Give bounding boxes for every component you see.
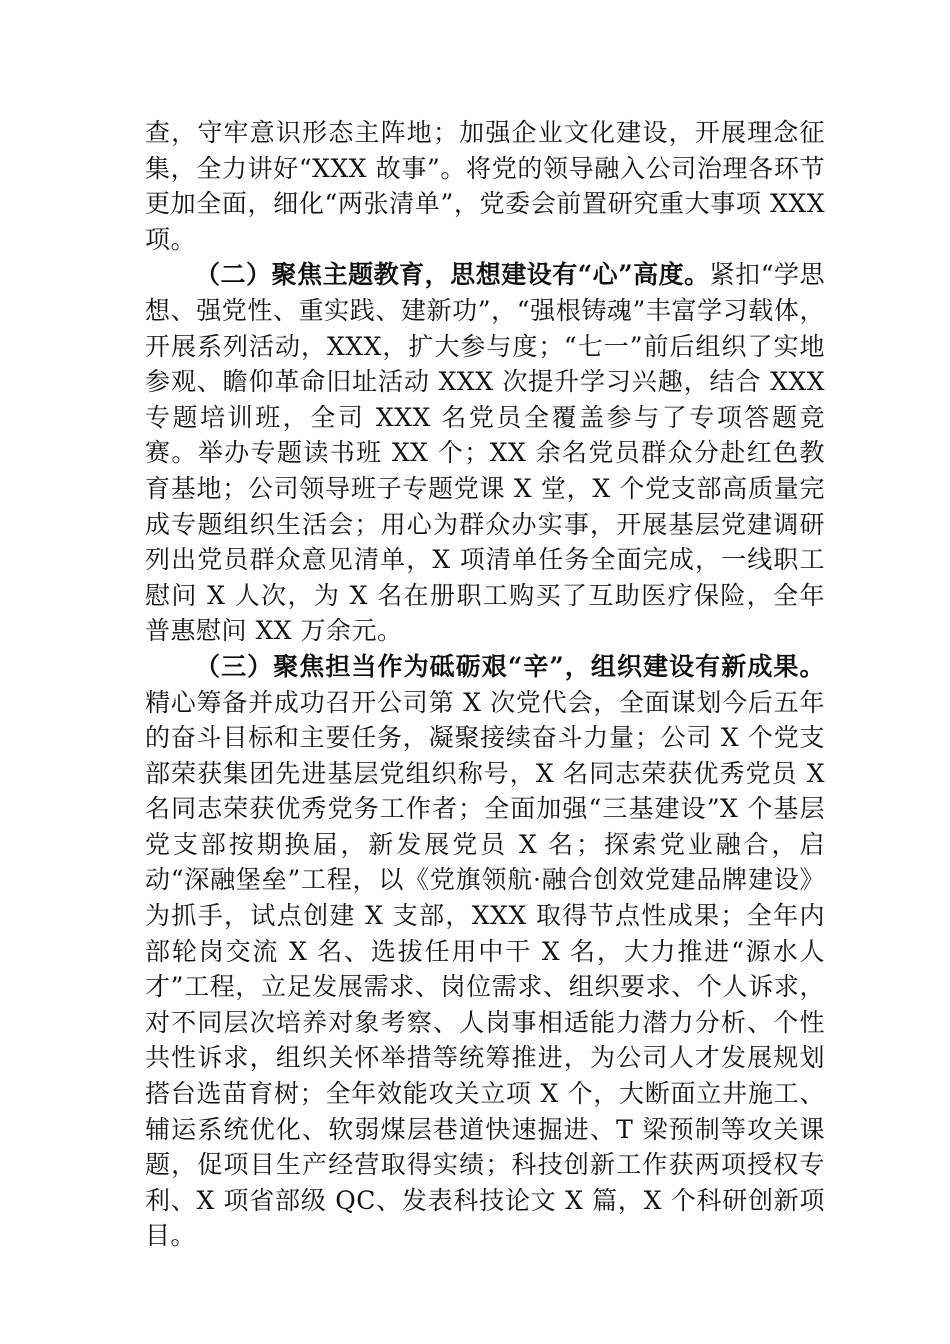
paragraph-text: 查，守牢意识形态主阵地；加强企业文化建设，开展理念征集，全力讲好“XXX 故事”。将党的领导融入公司治理各环节更加全面，细化“两张清单”，党委会前置研究重大事项 XXX 项。 <box>145 118 825 254</box>
section-heading: （二）聚焦主题教育，思想建设有“心”高度。 <box>195 260 710 290</box>
paragraph-text: 紧扣“学思想、强党性、重实践、建新功”，“强根铸魂”丰富学习载体，开展系列活动，XXX，扩大参与度；“七一”前后组织了实地参观、瞻仰革命旧址活动 XXX 次提升学习兴趣，结合 XXX 专题培训班，全司 XXX 名党员全覆盖参与了专项答题竞赛。举办专题读书班 XX 个；XX 余名党员群众分赴红色教育基地；公司领导班子专题党课 X 堂，X 个党支部高质量完成专题组织生活会；用心为群众办实事，开展基层党建调研列出党员群众意见清单，X 项清单任务全面完成，一线职工慰问 X 人次，为 X 名在册职工购买了互助医疗保险，全年普惠慰问 XX 万余元。 <box>145 260 826 646</box>
paragraph-text: 精心筹备并成功召开公司第 X 次党代会，全面谋划今后五年的奋斗目标和主要任务，凝聚接续奋斗力量；公司 X 个党支部荣获集团先进基层党组织称号，X 名同志荣获优秀党员 X 名同志荣获优秀党务工作者；全面加强“三基建设”X 个基层党支部按期换届，新发展党员 X 名；探索党业融合，启动“深融堡垒”工程，以《党旗领航·融合创效党建品牌建设》为抓手，试点创建 X 支部，XXX 取得节点性成果；全年内部轮岗交流 X 名、选拔任用中干 X 名，大力推进“源水人才”工程，立足发展需求、岗位需求、组织要求、个人诉求，对不同层次培养对象考察、人岗事相适能力潜力分析、个性共性诉求，组织关怀举措等统筹推进，为公司人才发展规划搭台选苗育树；全年效能攻关立项 X 个，大断面立井施工、辅运系统优化、软弱煤层巷道快速掘进、T 梁预制等攻关课题，促项目生产经营取得实绩；科技创新工作获两项授权专利、X 项省部级 QC、发表科技论文 X 篇，X 个科研创新项目。 <box>145 687 825 1251</box>
document-body <box>145 115 825 1254</box>
paragraph-continuation <box>145 115 825 257</box>
paragraph-thought-building <box>145 257 825 649</box>
section-heading: （三）聚焦担当作为砥砺艰“辛”，组织建设有新成果。 <box>195 651 825 681</box>
paragraph-organization-building <box>145 649 825 1254</box>
